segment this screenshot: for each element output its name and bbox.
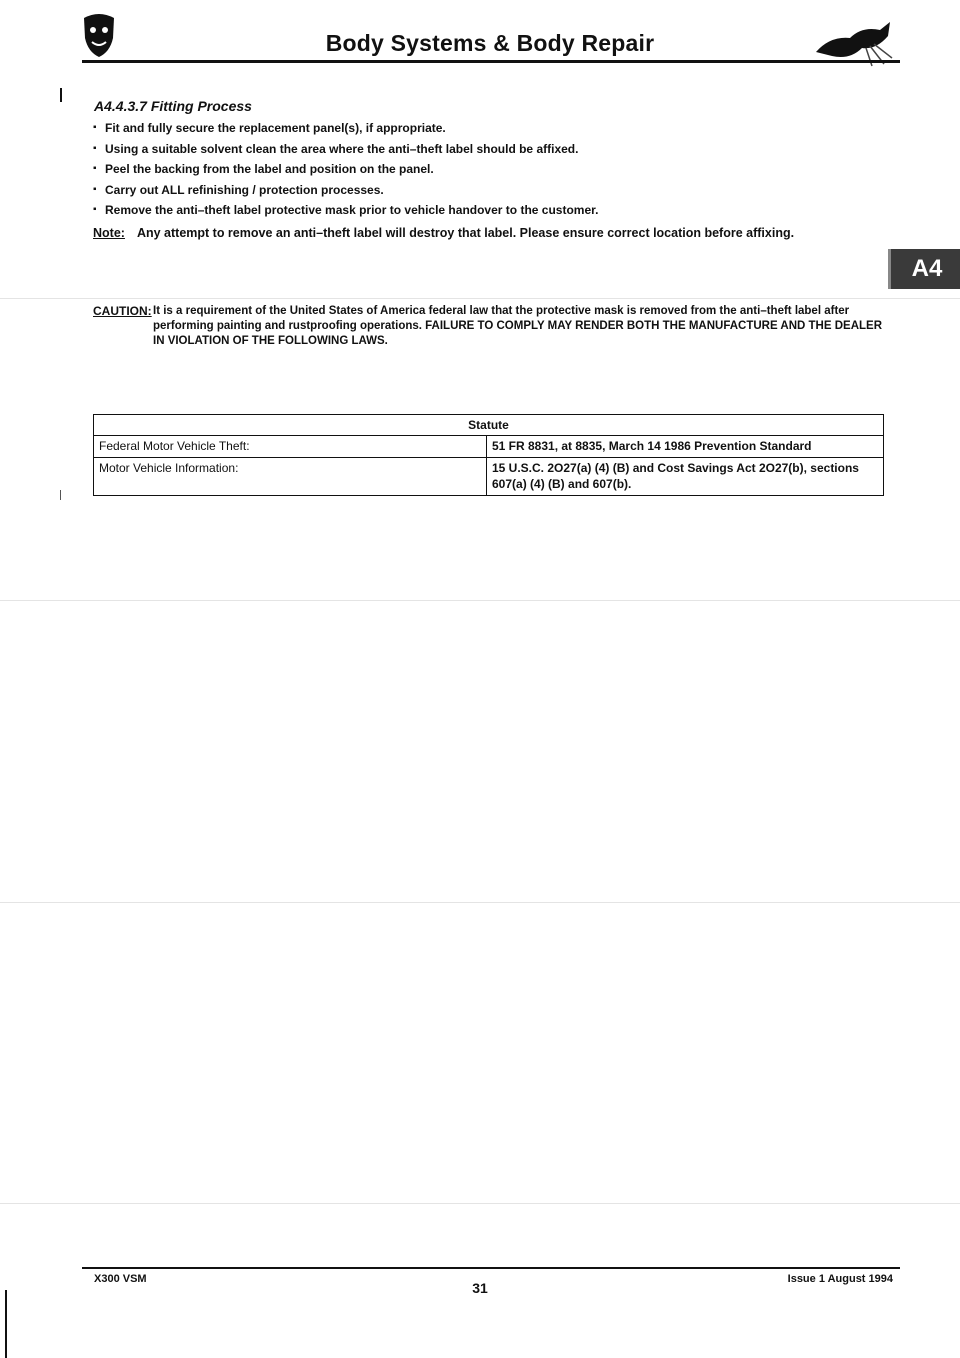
page-number: 31 (472, 1280, 488, 1296)
margin-mark (60, 490, 61, 500)
list-item: ▪ Remove the anti–theft label protective mask prior to vehicle handover to the customer. (93, 200, 893, 221)
table-row (94, 436, 884, 458)
divider (0, 902, 960, 903)
section-title: A4.4.3.7 Fitting Process (94, 98, 252, 114)
note (93, 226, 893, 240)
footer-rule (82, 1267, 900, 1269)
divider (0, 600, 960, 601)
note-text: Any attempt to remove an anti–theft label will destroy that label. Please ensure correct location before affixing. (136, 226, 795, 240)
table-cell-label: Federal Motor Vehicle Theft: (94, 436, 487, 458)
statute-table (93, 414, 884, 496)
header-rule (82, 60, 900, 63)
list-item: ▪ Peel the backing from the label and position on the panel. (93, 159, 893, 180)
list-item: ▪ Carry out ALL refinishing / protection processes. (93, 180, 893, 201)
table-header: Statute (94, 415, 884, 436)
caution-text: It is a requirement of the United States of America federal law that the protective mask is removed from the anti–theft label after performing painting and rustproofing operations. FAILURE TO COMPLY MAY RENDER BOTH THE MANUFACTURE AND THE DEALER IN VIOLATION OF THE FOLLOWING LAWS. (153, 305, 882, 347)
note-label: Note: (93, 226, 125, 240)
footer-issue: Issue 1 August 1994 (787, 1273, 893, 1285)
list-item: ▪ Using a suitable solvent clean the area where the anti–theft label should be affixed. (93, 139, 893, 160)
table-row (94, 458, 884, 496)
table-cell-value: 51 FR 8831, at 8835, March 14 1986 Prevention Standard (487, 436, 884, 458)
margin-mark (60, 88, 62, 102)
steps-list (93, 118, 893, 221)
table-cell-label: Motor Vehicle Information: (94, 458, 487, 496)
page-title: Body Systems & Body Repair (325, 30, 655, 56)
divider (0, 298, 960, 299)
page-header (80, 8, 900, 62)
section-tab: A4 (888, 249, 960, 289)
footer-manual-id: X300 VSM (94, 1273, 147, 1285)
caution-label: CAUTION: (93, 304, 152, 318)
caution (93, 304, 893, 349)
table-cell-value: 15 U.S.C. 2O27(a) (4) (B) and Cost Savings Act 2O27(b), sections 607(a) (4) (B) and 607(b). (487, 458, 884, 496)
divider (0, 1203, 960, 1204)
scan-edge (5, 1290, 7, 1358)
list-item: ▪ Fit and fully secure the replacement panel(s), if appropriate. (93, 118, 893, 139)
